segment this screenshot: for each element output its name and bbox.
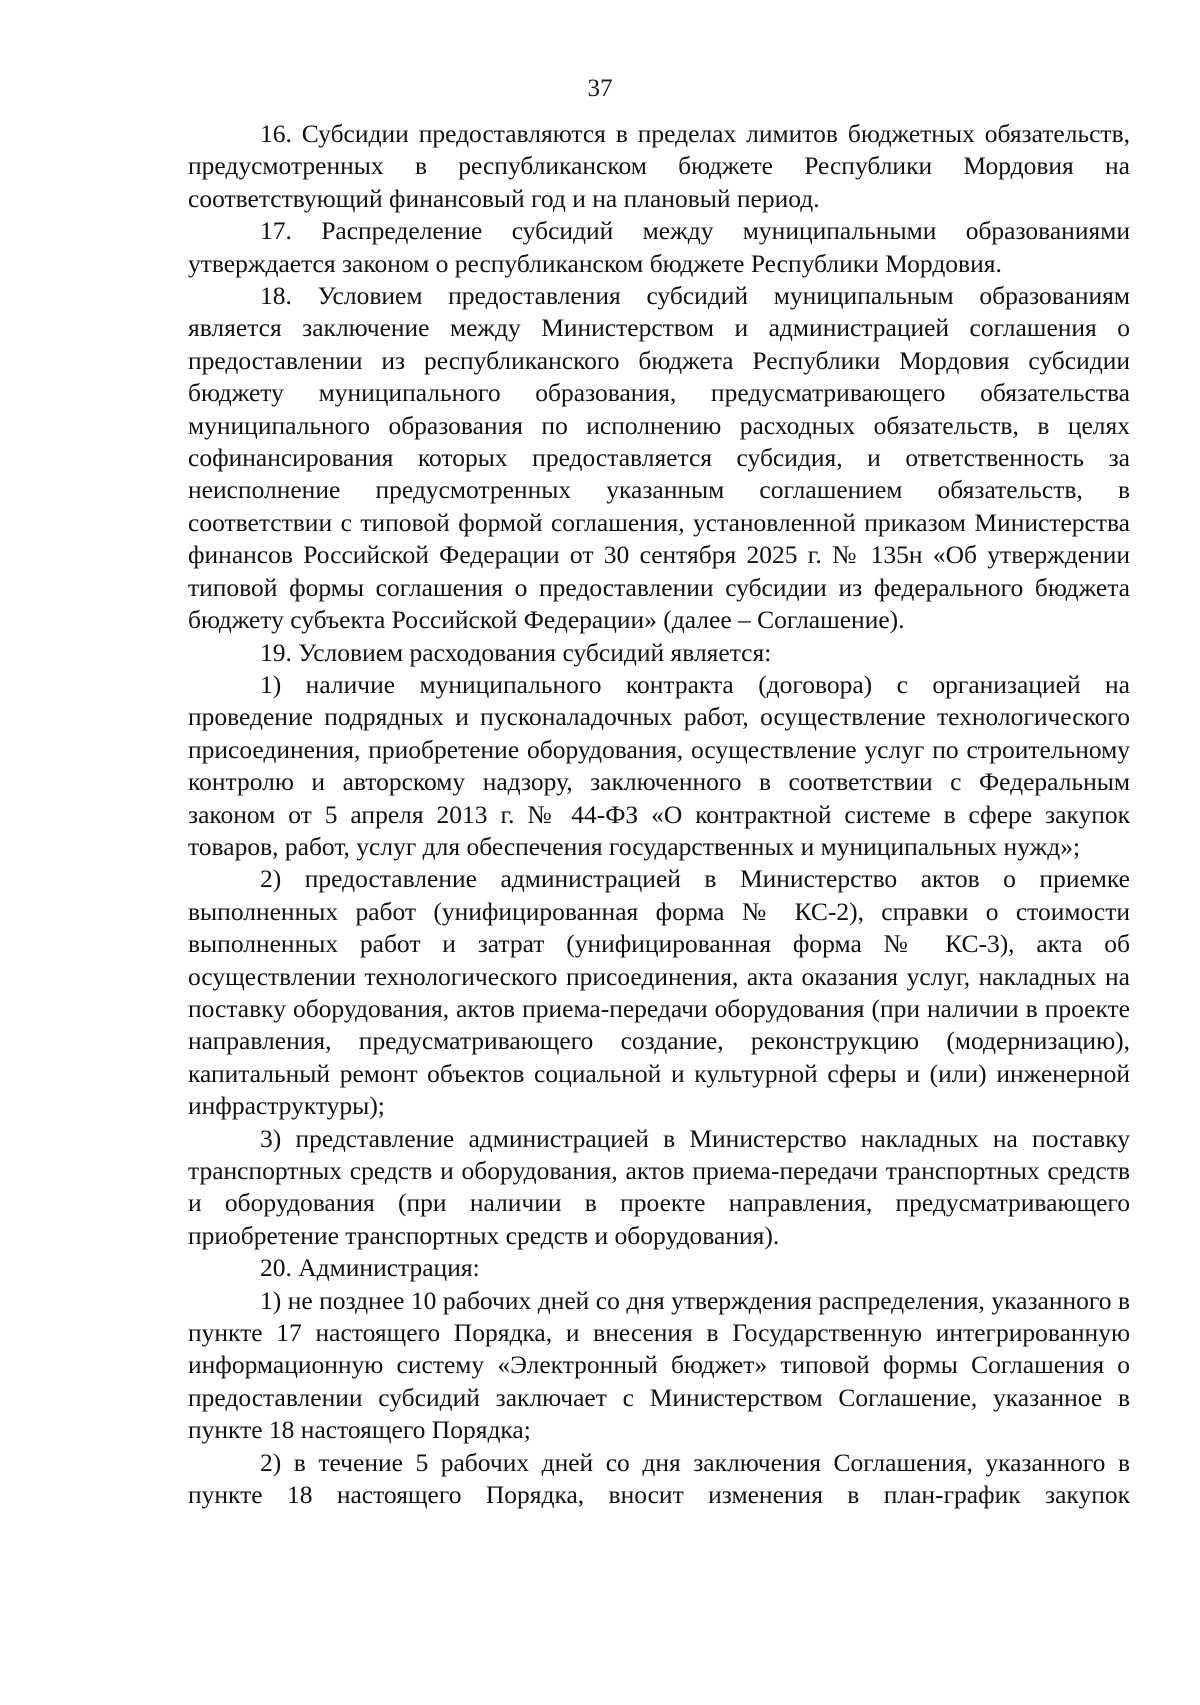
paragraph-17: 17. Распределение субсидий между муниципальными образованиями утверждается законом о республиканском бюджете Республики Мордовия. (188, 216, 1130, 278)
paragraph-20: 20. Администрация: (260, 1253, 480, 1283)
paragraph-19: 19. Условием расходования субсидий является: (260, 637, 772, 667)
paragraph-19-item-2: 2) предоставление администрацией в Министерство актов о приемке выполненных работ (унифицированная форма № КС-2), справки о стоимости выполненных работ и затрат (унифицированная форма № КС-3), акта об осуществлении технологического присоединения, акта оказания услуг, накладных на поставку оборудования, актов приема-передачи оборудования (при наличии в проекте направления, предусматривающего создание, реконструкцию (модернизацию), капитальный ремонт объектов социальной и культурной сферы и (или) инженерной инфраструктуры); (188, 864, 1130, 1121)
paragraph-20-item-2: 2) в течение 5 рабочих дней со дня заключения Соглашения, указанного в пункте 18 настоящего Порядка, вносит изменения в план-график закупок (188, 1447, 1130, 1510)
paragraph-20-item-1: 1) не позднее 10 рабочих дней со дня утверждения распределения, указанного в пункте 17 настоящего Порядка, и внесения в Государственную интегрированную информационную систему «Электронный бюджет» типовой формы Соглашения о предоставлении субсидий заключает с Министерством Соглашение, указанное в пункте 18 настоящего Порядка; (188, 1285, 1130, 1445)
paragraph-18: 18. Условием предоставления субсидий муниципальным образованиям является заключение между Министерством и администрацией соглашения о предоставлении из республиканского бюджета Республики Мордовия субсидии бюджету муниципального образования, предусматривающего обязательства муниципального образования по исполнению расходных обязательств, в целях софинансирования которых предоставляется субсидия, и ответственность за неисполнение предусмотренных указанным соглашением обязательств, в соответствии с типовой формой соглашения, установленной приказом Министерства финансов Российской Федерации от 30 сентября 2025 г. № 135н «Об утверждении типовой формы соглашения о предоставлении субсидии из федерального бюджета бюджету субъекта Российской Федерации» (далее – Соглашение). (188, 281, 1130, 635)
page-number: 37 (587, 75, 613, 102)
document-body (188, 118, 1130, 1511)
paragraph-19-item-1: 1) наличие муниципального контракта (договора) с организацией на проведение подрядных и пусконаладочных работ, осуществление технологического присоединения, приобретение оборудования, осуществление услуг по строительному контролю и авторскому надзору, заключенного в соответствии с Федеральным законом от 5 апреля 2013 г. № 44-ФЗ «О контрактной системе в сфере закупок товаров, работ, услуг для обеспечения государственных и муниципальных нужд»; (188, 669, 1130, 861)
paragraph-16: 16. Субсидии предоставляются в пределах лимитов бюджетных обязательств, предусмотренных в республиканском бюджете Республики Мордовия на соответствующий финансовый год и на плановый период. (188, 119, 1130, 213)
paragraph-19-item-3: 3) представление администрацией в Министерство накладных на поставку транспортных средств и оборудования, актов приема-передачи транспортных средств и оборудования (при наличии в проекте направления, предусматривающего приобретение транспортных средств и оборудования). (188, 1123, 1130, 1250)
